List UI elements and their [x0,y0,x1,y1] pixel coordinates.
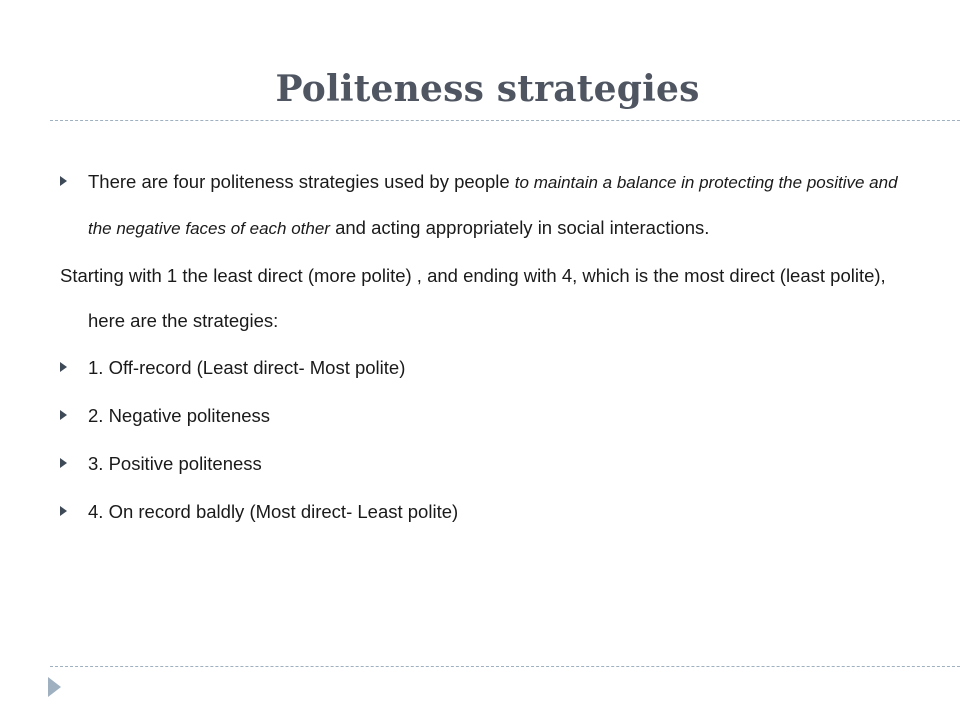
strategy-item-3 [60,441,910,486]
intro-text-italic: to maintain a balance in protecting the positive and the negative faces of each other [88,173,898,238]
strategy-label: 3. Positive politeness [88,453,262,474]
strategy-item-2 [60,393,910,438]
strategy-item-1 [60,345,910,390]
ordering-note: Starting with 1 the least direct (more polite) , and ending with 4, which is the most direct (least polite), here are the strategies: [60,265,886,331]
intro-text-part1: There are four politeness strategies used by people [88,171,515,192]
title-divider [50,120,960,121]
strategy-item-4 [60,489,910,534]
strategy-label: 4. On record baldly (Most direct- Least polite) [88,501,459,522]
strategy-label: 2. Negative politeness [88,405,271,426]
intro-paragraph [60,159,910,251]
strategy-label: 1. Off-record (Least direct- Most polite) [88,357,406,378]
triangle-corner-icon [48,677,61,697]
footer-divider [50,666,960,667]
slide-title: Politeness strategies [275,68,700,110]
slide-body [60,159,910,537]
intro-text-part3: and acting appropriately in social interactions. [329,217,710,238]
